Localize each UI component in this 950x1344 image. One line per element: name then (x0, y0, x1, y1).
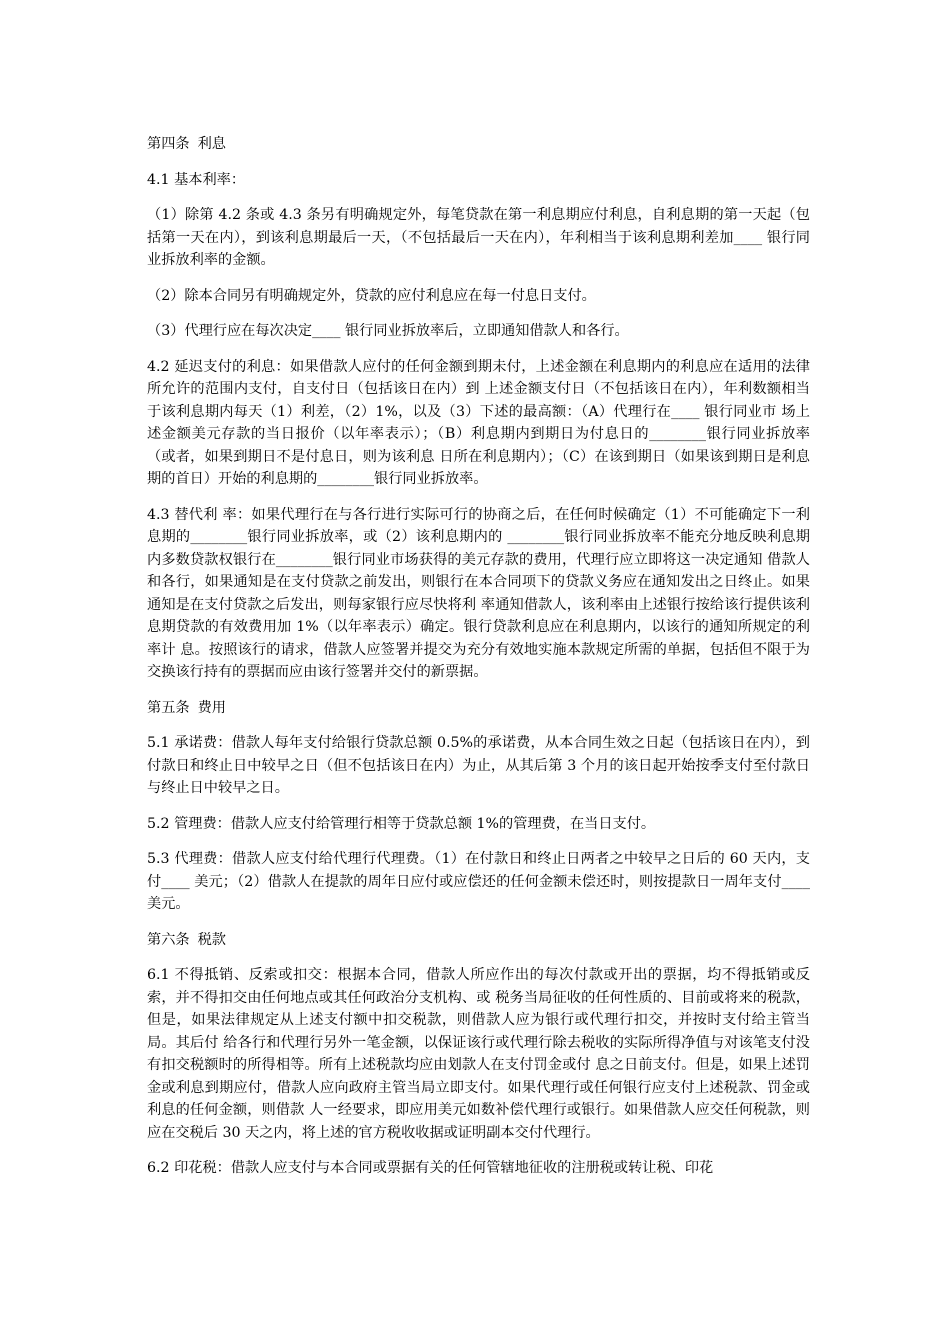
article-6-heading (147, 929, 810, 952)
article-number: 第六条 (147, 931, 190, 948)
article-5-heading (147, 697, 810, 720)
article-title: 税款 (197, 931, 226, 948)
article-number: 第五条 (147, 699, 190, 716)
article-4-heading (147, 133, 810, 156)
section-5-2: 5.2 管理费：借款人应支付给管理行相等于贷款总额 1%的管理费，在当日支付。 (147, 815, 656, 832)
section-4-2: 4.2 延迟支付的利息：如果借款人应付的任何金额到期未付，上述金额在利息期内的利息应在适用的法律所允许的范围内支付，自支付日（包括该日在内）到 上述金额支付日（不包括该日在内），年利数额相当于该利息期内每天（1）利差，（2）1%，以及（3）下述的最高额：（A）代理行在____ 银行同业市 场上述金额美元存款的当日报价（以年率表示）；（B）利息期内到期日为付息日的________银行同业拆放率（或者，如果到期日不是付息日，则为该利息 日所在利息期内）；（C）在该到期日（如果该到期日是利息期的首日）开始的利息期的________银行同业拆放率。 (147, 358, 810, 487)
section-5-1: 5.1 承诺费：借款人每年支付给银行贷款总额 0.5%的承诺费，从本合同生效之日起（包括该日在内），到付款日和终止日中较早之日（但不包括该日在内）为止，从其后第 3 个月的该日起开始按季支付至付款日与终止日中较早之日。 (147, 735, 810, 796)
section-4-3: 4.3 替代利 率：如果代理行在与各行进行实际可行的协商之后，在任何时候确定（1）不可能确定下一利息期的________银行同业拆放率，或（2）该利息期内的 ________银行同业拆放率不能充分地反映利息期内多数贷款权银行在________银行同业市场获得的美元存款的费用，代理行应立即将这一决定通知 借款人和各行，如果通知是在支付贷款之前发出，则银行在本合同项下的贷款义务应在通知发出之日终止。如果通知是在支付贷款之后发出，则每家银行应尽快将利 率通知借款人，该利率由上述银行按给该行提供该利息期贷款的有效费用加 1%（以年率表示）确定。银行贷款利息应在利息期内，以该行的通知所规定的利率计 息。按照该行的请求，借款人应签署并提交为充分有效地实施本款规定所需的单据，包括但不限于为交换该行持有的票据而应由该行签署并交付的新票据。 (147, 506, 810, 680)
section-5-3: 5.3 代理费：借款人应支付给代理行代理费。（1）在付款日和终止日两者之中较早之日后的 60 天内，支付____ 美元；（2）借款人在提款的周年日应付或应偿还的任何金额未偿还时，则按提款日一周年支付____ 美元。 (147, 851, 810, 912)
section-6-1: 6.1 不得抵销、反索或扣交：根据本合同，借款人所应作出的每次付款或开出的票据，均不得抵销或反索，并不得扣交由任何地点或其任何政治分支机构、或 税务当局征收的任何性质的、目前或将来的税款，但是，如果法律规定从上述支付额中扣交税款，则借款人应为银行或代理行扣交，并按时支付给主管当局。其后付 给各行和代理行另外一笔金额，以保证该行或代理行除去税收的实际所得净值与对该笔支付没有扣交税额时的所得相等。所有上述税款均应由划款人在支付罚金或付 息之日前支付。但是，如果上述罚金或利息到期应付，借款人应向政府主管当局立即支付。如果代理行或任何银行应支付上述税款、罚金或利息的任何金额，则借款 人一经要求，即应用美元如数补偿代理行或银行。如果借款人应交任何税款，则应在交税后 30 天之内，将上述的官方税收收据或证明副本交付代理行。 (147, 967, 810, 1141)
clause-4-1-1: （1）除第 4.2 条或 4.3 条另有明确规定外，每笔贷款在第一利息期应付利息，自利息期的第一天起（包括第一天在内），到该利息期最后一天，（不包括最后一天在内），年利相当于该利息期利差加____ 银行同业拆放利率的金额。 (147, 207, 810, 268)
clause-4-1-3: （3）代理行应在每次决定____ 银行同业拆放率后，立即通知借款人和各行。 (147, 323, 629, 339)
article-title: 费用 (197, 699, 226, 716)
article-title: 利息 (197, 136, 226, 152)
section-6-2: 6.2 印花税：借款人应支付与本合同或票据有关的任何管辖地征收的注册税或转让税、印花 (147, 1160, 714, 1176)
document-page (147, 133, 810, 1193)
section-4-1-title: 4.1 基本利率： (147, 171, 246, 188)
clause-4-1-2: （2）除本合同另有明确规定外，贷款的应付利息应在每一付息日支付。 (147, 287, 596, 304)
article-number: 第四条 (147, 136, 190, 152)
